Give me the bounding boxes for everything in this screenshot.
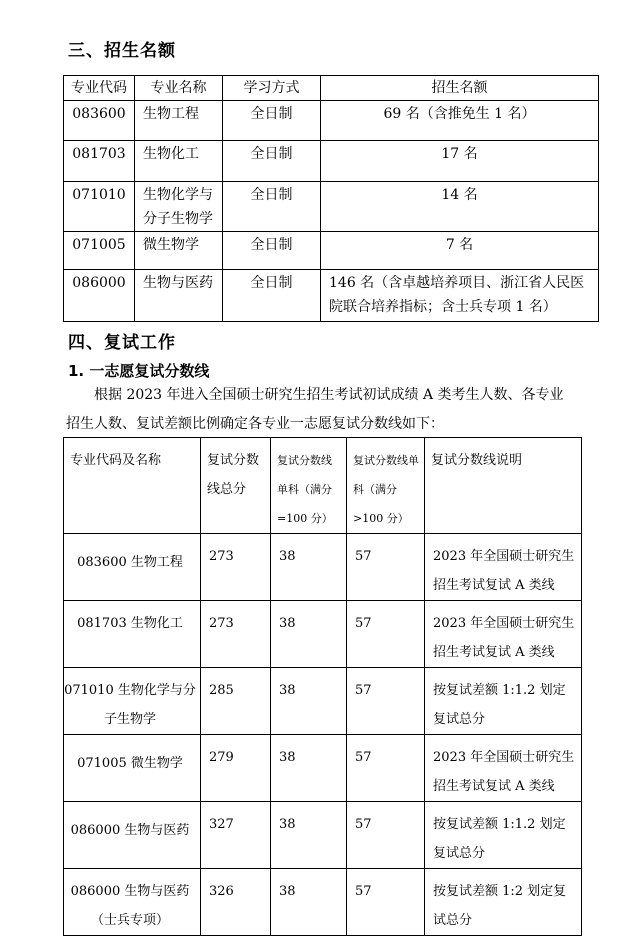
- table-row: [64, 232, 599, 270]
- cell-major-line2: （士兵专项）: [90, 913, 169, 928]
- cell-name: 生物工程: [135, 101, 223, 141]
- cell-major: 086000 生物与医药: [64, 802, 201, 869]
- cell-total: 285: [201, 668, 271, 735]
- cell-single-over-100: 57: [347, 869, 425, 936]
- cell-single-over-100: 57: [347, 735, 425, 802]
- cell-quota: 69 名（含推免生 1 名）: [321, 101, 599, 141]
- cell-single-100: 38: [271, 668, 347, 735]
- cell-single-100: 38: [271, 802, 347, 869]
- table-row: [64, 270, 599, 322]
- table-row: [64, 101, 599, 141]
- header-total: 复试分数线总分: [201, 438, 271, 534]
- table-row: [64, 668, 582, 735]
- table-row: [64, 601, 582, 668]
- table-row: [64, 869, 582, 936]
- table-row: [64, 802, 582, 869]
- section-heading-enrollment-quota: 三、招生名额: [68, 41, 176, 61]
- cell-major-line1: 086000 生物与医药: [70, 884, 190, 899]
- table-row: [64, 141, 599, 182]
- cell-code: 081703: [64, 141, 135, 182]
- header-major-code: 专业代码: [64, 76, 135, 101]
- cell-quota: 17 名: [321, 141, 599, 182]
- cell-mode: 全日制: [223, 232, 321, 270]
- cell-mode: 全日制: [223, 101, 321, 141]
- header-study-mode: 学习方式: [223, 76, 321, 101]
- cell-name: 生物化学与分子生物学: [135, 182, 223, 232]
- cell-name: 生物化工: [135, 141, 223, 182]
- cell-total: 273: [201, 534, 271, 601]
- cell-note: 2023 年全国硕士研究生招生考试复试 A 类线: [425, 735, 582, 802]
- cell-mode: 全日制: [223, 270, 321, 322]
- cell-code: 071005: [64, 232, 135, 270]
- cell-quota: 7 名: [321, 232, 599, 270]
- header-single-100: 复试分数线单科（满分=100 分）: [271, 438, 347, 534]
- cell-total: 273: [201, 601, 271, 668]
- cell-single-100: 38: [271, 869, 347, 936]
- header-major-name: 专业名称: [135, 76, 223, 101]
- cell-quota: 146 名（含卓越培养项目、浙江省人民医院联合培养指标；含士兵专项 1 名）: [321, 270, 599, 322]
- cell-single-over-100: 57: [347, 534, 425, 601]
- cell-single-over-100: 57: [347, 668, 425, 735]
- header-single-over-100: 复试分数线单科（满分>100 分）: [347, 438, 425, 534]
- intro-paragraph: 根据 2023 年进入全国硕士研究生招生考试初试成绩 A 类考生人数、各专业招生人数、复试差额比例确定各专业一志愿复试分数线如下：: [66, 387, 564, 432]
- cell-total: 279: [201, 735, 271, 802]
- subsection-heading-cutoff: 1. 一志愿复试分数线: [68, 362, 210, 380]
- header-major: 专业代码及名称: [64, 438, 201, 534]
- cell-mode: 全日制: [223, 141, 321, 182]
- cell-single-100: 38: [271, 601, 347, 668]
- cell-total: 327: [201, 802, 271, 869]
- cell-name: 生物与医药: [135, 270, 223, 322]
- cell-note: 按复试差额 1:2 划定复试总分: [425, 869, 582, 936]
- cell-major: [64, 869, 201, 936]
- cell-single-over-100: 57: [347, 601, 425, 668]
- section-heading-retest-work: 四、复试工作: [68, 333, 176, 353]
- retest-cutoff-table: [63, 437, 582, 936]
- cell-total: 326: [201, 869, 271, 936]
- table-row: [64, 735, 582, 802]
- cell-quota: 14 名: [321, 182, 599, 232]
- cell-single-over-100: 57: [347, 802, 425, 869]
- cell-note: 2023 年全国硕士研究生招生考试复试 A 类线: [425, 534, 582, 601]
- cell-mode: 全日制: [223, 182, 321, 232]
- enrollment-quota-table: [63, 75, 599, 322]
- cell-major: 083600 生物工程: [64, 534, 201, 601]
- cell-code: 083600: [64, 101, 135, 141]
- cell-note: 按复试差额 1:1.2 划定复试总分: [425, 802, 582, 869]
- table-row: [64, 534, 582, 601]
- header-quota: 招生名额: [321, 76, 599, 101]
- cell-name: 微生物学: [135, 232, 223, 270]
- table-row: [64, 182, 599, 232]
- cell-note: 按复试差额 1:1.2 划定复试总分: [425, 668, 582, 735]
- cell-code: 071010: [64, 182, 135, 232]
- cell-single-100: 38: [271, 534, 347, 601]
- cell-major: 071010 生物化学与分子生物学: [64, 668, 201, 735]
- header-note: 复试分数线说明: [425, 438, 582, 534]
- table-header-row: [64, 438, 582, 534]
- cell-major: 081703 生物化工: [64, 601, 201, 668]
- table-header-row: [64, 76, 599, 101]
- cell-code: 086000: [64, 270, 135, 322]
- cell-major: 071005 微生物学: [64, 735, 201, 802]
- cell-single-100: 38: [271, 735, 347, 802]
- cell-note: 2023 年全国硕士研究生招生考试复试 A 类线: [425, 601, 582, 668]
